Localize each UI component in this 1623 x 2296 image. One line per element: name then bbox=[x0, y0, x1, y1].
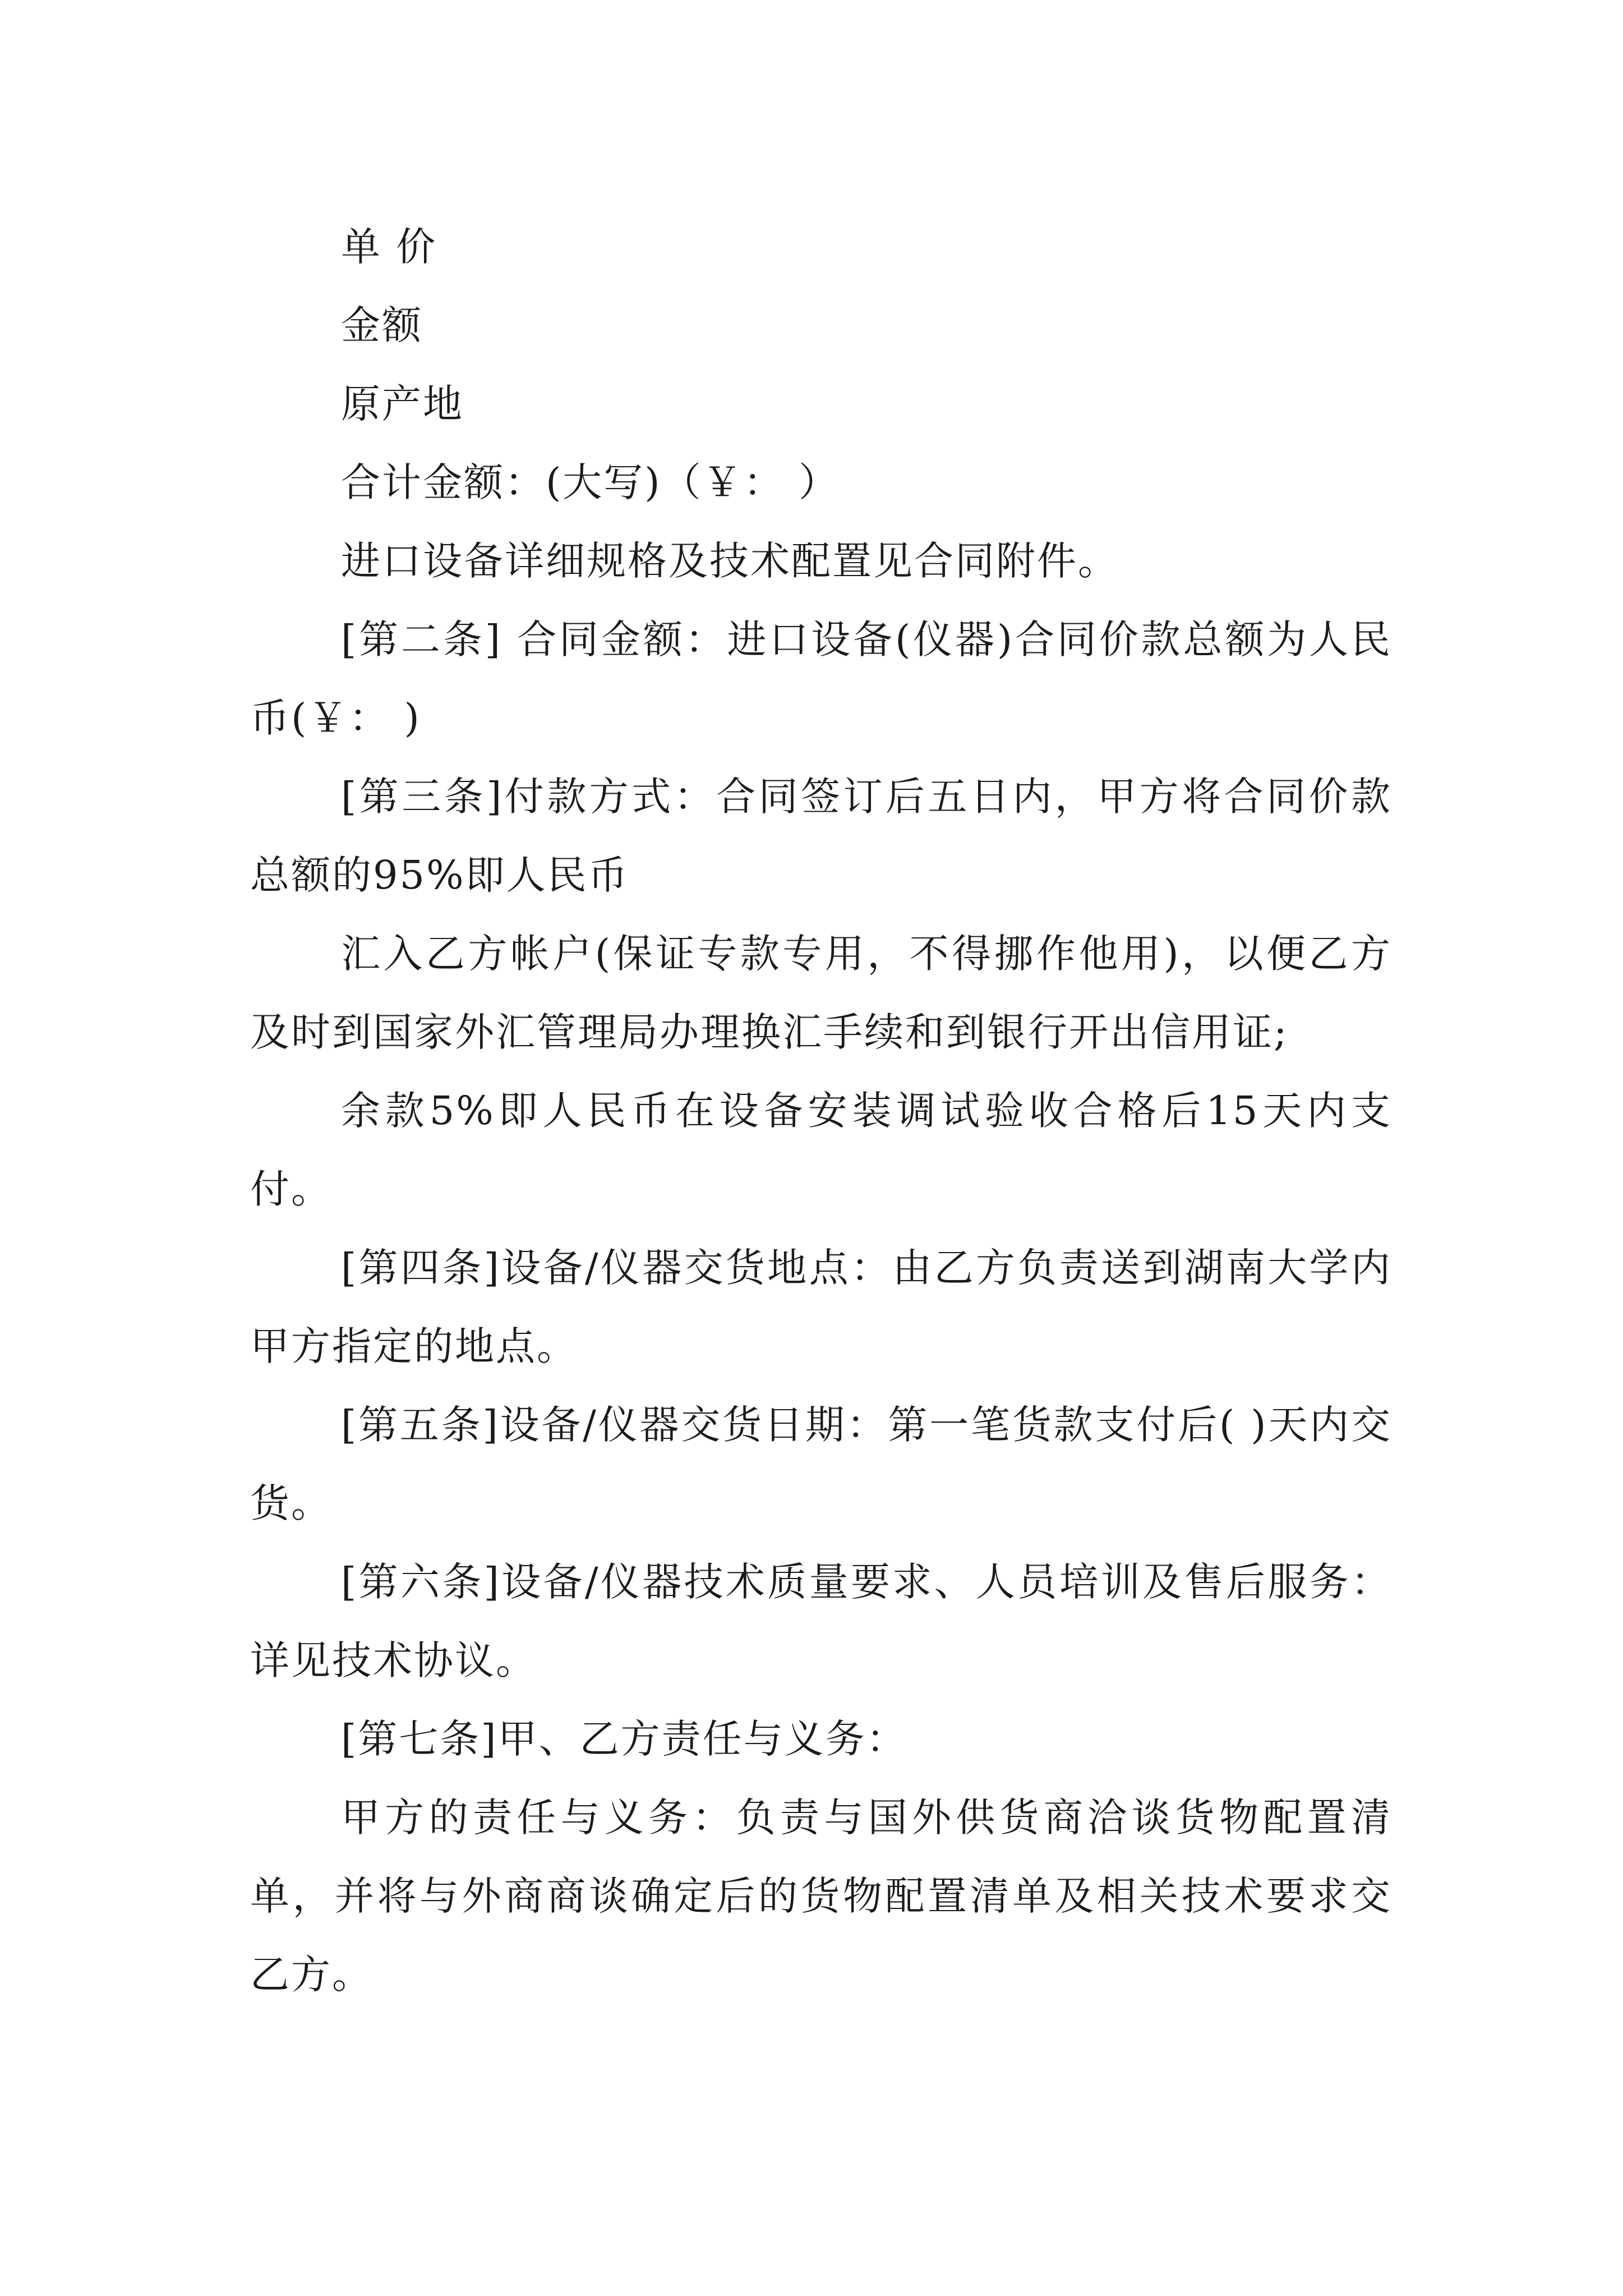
paragraph-article-4: [第四条]设备/仪器交货地点：由乙方负责送到湖南大学内甲方指定的地点。 bbox=[250, 1245, 1392, 1369]
paragraph-equipment-spec: 进口设备详细规格及技术配置见合同附件。 bbox=[341, 538, 1119, 584]
paragraph-total-amount: 合计金额：(大写)（￥： ） bbox=[341, 459, 840, 505]
paragraph-article-3: [第三条]付款方式：合同签订后五日内，甲方将合同价款总额的95%即人民币 bbox=[250, 774, 1392, 898]
paragraph-transfer: 汇入乙方帐户(保证专款专用，不得挪作他用)，以便乙方及时到国家外汇管理局办理换汇手续和到银行开出信用证; bbox=[250, 931, 1392, 1055]
paragraph-balance: 余款5%即人民币在设备安装调试验收合格后15天内支付。 bbox=[250, 1088, 1392, 1212]
paragraph-unit-price: 单 价 bbox=[341, 224, 437, 270]
paragraph-amount: 金额 bbox=[341, 302, 423, 348]
paragraph-article-6: [第六条]设备/仪器技术质量要求、人员培训及售后服务：详见技术协议。 bbox=[250, 1559, 1392, 1683]
paragraph-article-5: [第五条]设备/仪器交货日期：第一笔货款支付后( )天内交货。 bbox=[250, 1402, 1392, 1526]
paragraph-origin: 原产地 bbox=[341, 381, 464, 427]
document-body bbox=[250, 208, 1392, 2014]
paragraph-article-7: [第七条]甲、乙方责任与义务： bbox=[341, 1716, 907, 1762]
paragraph-article-2: [第二条] 合同金额：进口设备(仪器)合同价款总额为人民币(￥： ) bbox=[250, 616, 1392, 741]
paragraph-party-a-duties: 甲方的责任与义务：负责与国外供货商洽谈货物配置清单，并将与外商商谈确定后的货物配置清单及相关技术要求交乙方。 bbox=[250, 1795, 1392, 1998]
